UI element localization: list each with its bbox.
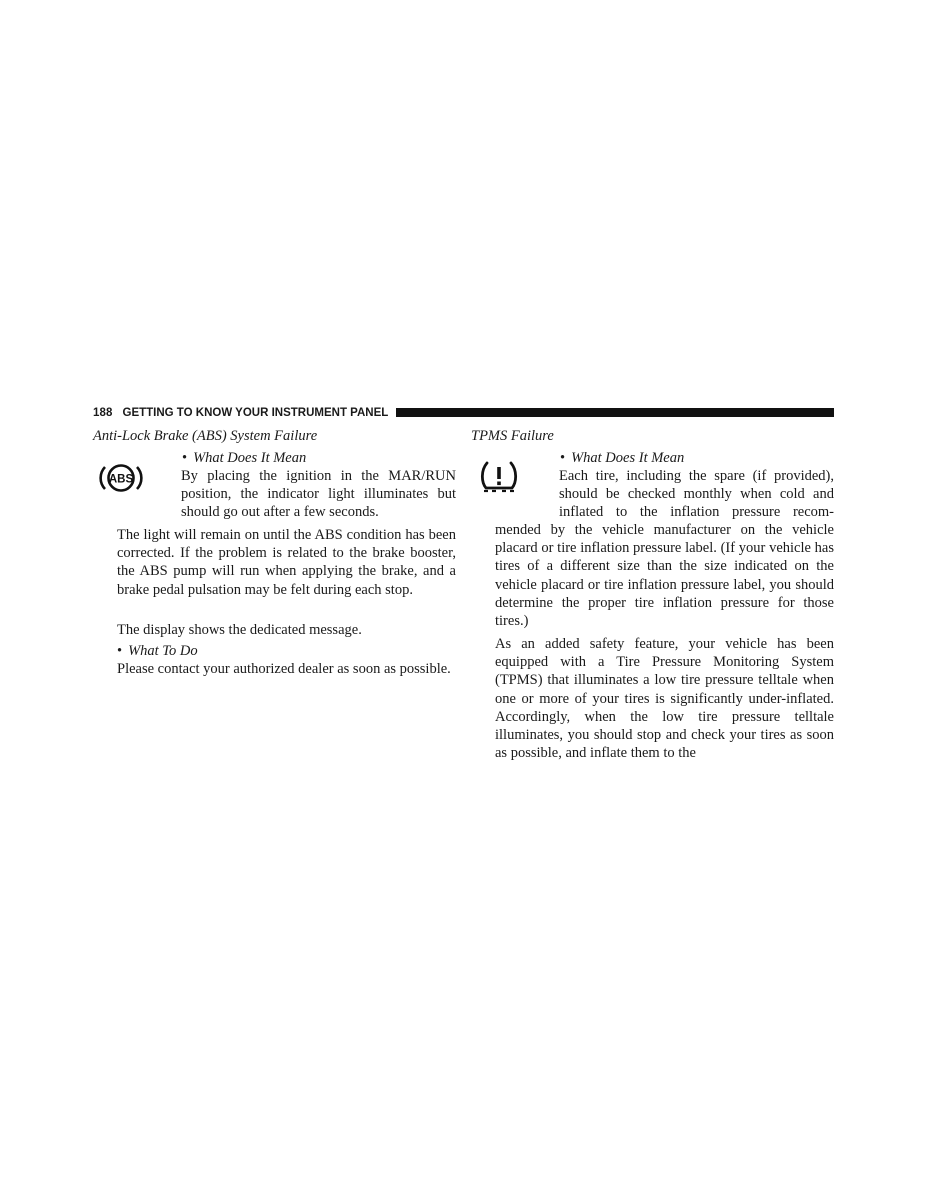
tpms-failure-heading: TPMS Failure <box>471 428 554 444</box>
header-rule <box>396 408 834 417</box>
abs-para-3: The display shows the dedicated message. <box>117 622 362 638</box>
page-number: 188 <box>93 406 113 419</box>
abs-bullet-meaning-label: What Does It Mean <box>193 450 307 466</box>
tpms-para-2: As an added safety feature, your vehicle has been equipped with a Tire Pressure Monitoring System (TPMS) that illuminates a low tire pressure telltale when one or more of your tires is significantly under-inflated. Accordingly, when the low tire pressure telltale illuminates, you should stop and check your tires as soon as possible, and inflate them to the <box>495 636 834 762</box>
page-header <box>93 405 834 420</box>
tpms-bullet-meaning: • What Does It Mean <box>560 450 685 466</box>
abs-failure-heading: Anti-Lock Brake (ABS) System Failure <box>93 428 318 444</box>
section-title: GETTING TO KNOW YOUR INSTRUMENT PANEL <box>122 406 389 419</box>
tpms-para-1-continued: mended by the vehicle manufacturer on the vehicle placard or tire inflation pressure label. (If your vehicle has tires of a different size than the size indicated on the vehicle placard or tire inflation pressure label, you should determine the proper tire inflation pressure for those tires.) <box>495 522 834 630</box>
tpms-bullet-meaning-label: What Does It Mean <box>571 450 685 466</box>
tpms-para-1-line-3: inflated to the inflation pressure recom- <box>559 504 834 520</box>
tpms-para-1-line-1: Each tire, including the spare (if provided), <box>559 468 834 484</box>
tpms-para-1-line-2: should be checked monthly when cold and <box>559 486 834 502</box>
abs-warning-icon <box>97 461 145 495</box>
abs-bullet-meaning: • What Does It Mean <box>182 450 307 466</box>
abs-bullet-todo-label: What To Do <box>128 643 198 659</box>
abs-bullet-todo: • What To Do <box>117 643 198 659</box>
tire-pressure-warning-icon <box>478 460 520 494</box>
svg-text:ABS: ABS <box>108 473 134 486</box>
abs-para-1: By placing the ignition in the MAR/RUN position, the indicator light illuminates but should go out after a few seconds. <box>181 468 456 521</box>
abs-para-4: Please contact your authorized dealer as soon as possible. <box>117 661 451 677</box>
abs-para-2: The light will remain on until the ABS condition has been corrected. If the problem is related to the brake booster, the ABS pump will run when applying the brake, and a brake pedal pulsation may be felt during each stop. <box>117 527 456 598</box>
